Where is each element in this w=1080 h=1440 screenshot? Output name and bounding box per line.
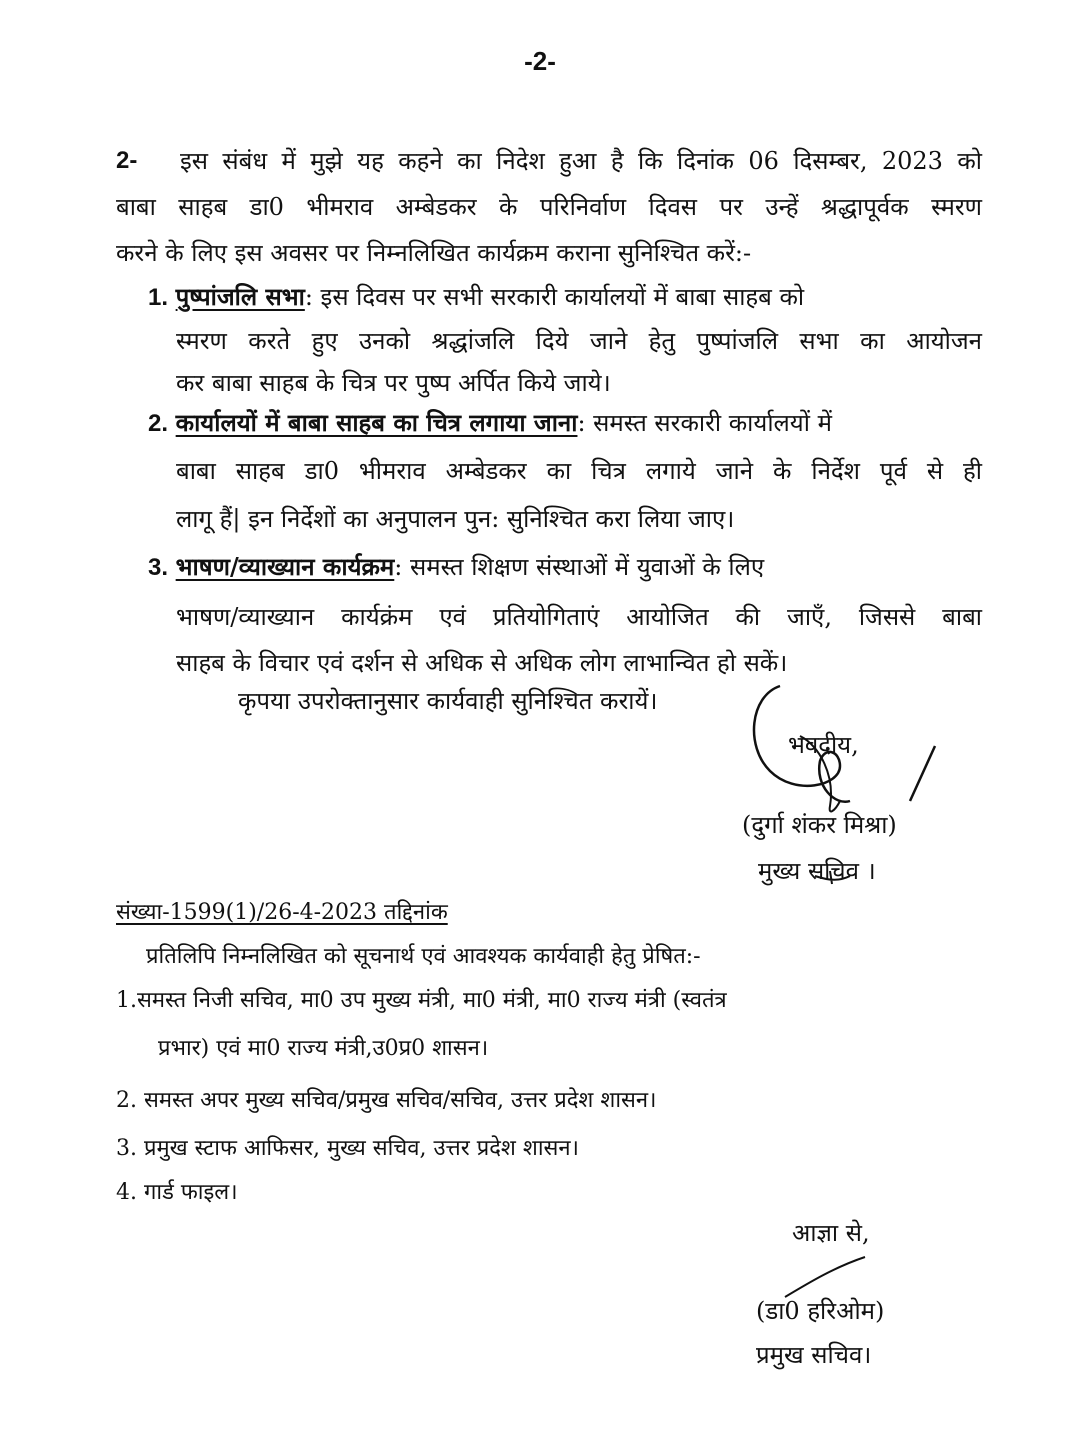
list-item: 3. प्रमुख स्टाफ आफिसर, मुख्य सचिव, उत्तर प्रदेश शासन। (116, 1136, 579, 1161)
program-number: 3. (148, 554, 169, 581)
signatory-designation: मुख्य सचिव । (758, 857, 876, 885)
program-number: 1. (148, 284, 169, 311)
paragraph-number: 2- (116, 147, 138, 174)
program-item-line: साहब के विचार एवं दर्शन से अधिक से अधिक लोग लाभान्वित हो सकें। (176, 649, 788, 677)
program-heading: पुष्पांजलि सभा (175, 282, 305, 311)
program-item-line (148, 408, 832, 439)
list-item: 4. गार्ड फाइल। (116, 1180, 238, 1205)
signature-salutation: भवदीय, (788, 731, 859, 759)
copy-line: प्रतिलिपि निम्नलिखित को सूचनार्थ एवं आवश्यक कार्यवाही हेतु प्रेषित:- (146, 944, 701, 969)
signatory-name: (दुर्गा शंकर मिश्रा) (742, 811, 897, 839)
program-heading: कार्यालयों में बाबा साहब का चित्र लगाया जाना (175, 408, 578, 437)
handwritten-stroke-icon (780, 1252, 870, 1302)
program-item-line: स्मरण करते हुए उनको श्रद्धांजलि दिये जाने हेतु पुष्पांजलि सभा का आयोजन (176, 327, 982, 355)
signature-salutation: आज्ञा से, (792, 1219, 870, 1247)
program-item-line: बाबा साहब डा0 भीमराव अम्बेडकर का चित्र लगाये जाने के निर्देश पूर्व से ही (176, 457, 982, 485)
paragraph-line: बाबा साहब डा0 भीमराव अम्बेडकर के परिनिर्वाण दिवस पर उन्हें श्रद्धापूर्वक स्मरण (116, 193, 982, 221)
program-item-line (148, 552, 764, 583)
program-item-line: लागू हैं| इन निर्देशों का अनुपालन पुन: सुनिश्चित करा लिया जाए। (176, 505, 735, 533)
list-item: 2. समस्त अपर मुख्य सचिव/प्रमुख सचिव/सचिव, उत्तर प्रदेश शासन। (116, 1088, 657, 1113)
program-item-line: भाषण/व्याख्यान कार्यक्रंम एवं प्रतियोगिताएं आयोजित की जाएँ, जिससे बाबा (176, 603, 982, 631)
reference-number: संख्या-1599(1)/26-4-2023 तद्दिनांक (116, 900, 448, 925)
paragraph-line: इस संबंध में मुझे यह कहने का निदेश हुआ है कि दिनांक 06 दिसम्बर, 2023 को (180, 147, 982, 175)
signatory-name: (डा0 हरिओम) (756, 1297, 885, 1325)
program-number: 2. (148, 410, 169, 437)
list-item: 1.समस्त निजी सचिव, मा0 उप मुख्य मंत्री, मा0 मंत्री, मा0 राज्य मंत्री (स्वतंत्र (116, 988, 727, 1013)
program-item-line (148, 282, 804, 313)
program-heading: भाषण/व्याख्यान कार्यक्रम (175, 552, 395, 581)
request-line: कृपया उपरोक्तानुसार कार्यवाही सुनिश्चित करायें। (238, 687, 658, 715)
paragraph-line: करने के लिए इस अवसर पर निम्नलिखित कार्यक्रम कराना सुनिश्चित करें:- (116, 239, 752, 267)
program-item-line: कर बाबा साहब के चित्र पर पुष्प अर्पित किये जाये। (176, 369, 611, 397)
program-text: : इस दिवस पर सभी सरकारी कार्यालयों में बाबा साहब को (304, 283, 805, 311)
list-item-continuation: प्रभार) एवं मा0 राज्य मंत्री,उ0प्र0 शासन। (158, 1036, 489, 1061)
page-number: -2- (524, 46, 556, 76)
program-text: : समस्त शिक्षण संस्थाओं में युवाओं के लिए (394, 553, 765, 581)
program-text: : समस्त सरकारी कार्यालयों में (577, 409, 832, 437)
signatory-designation: प्रमुख सचिव। (756, 1341, 872, 1369)
